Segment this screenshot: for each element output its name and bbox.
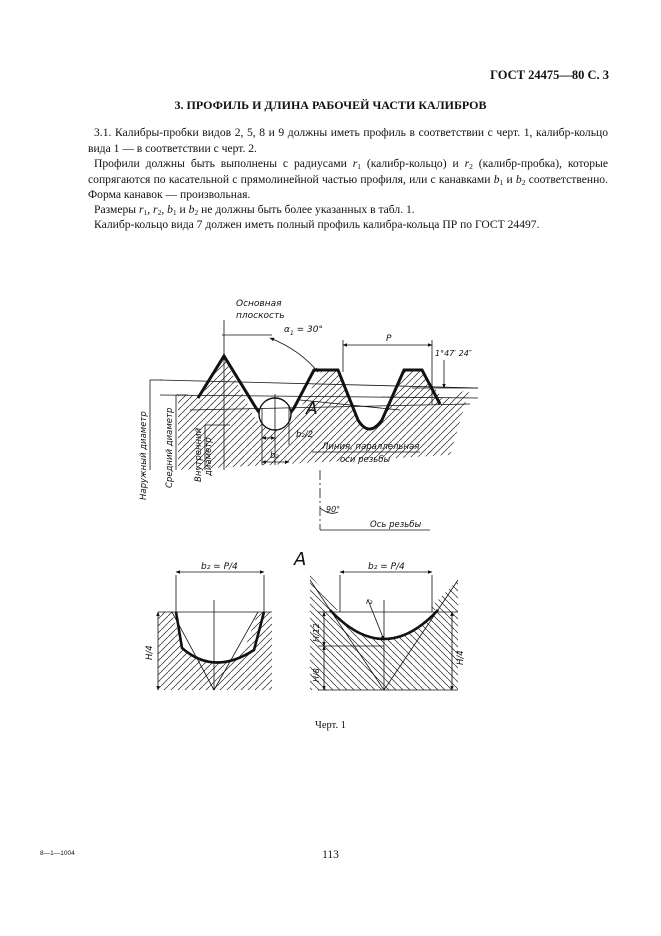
paragraph-ring-gauge: Калибр-кольцо вида 7 должен иметь полный профиль калибра-кольца ПР по ГОСТ 24497. — [94, 218, 540, 231]
detail-a-left — [145, 562, 272, 690]
figure-caption: Черт. 1 — [315, 720, 346, 731]
b2-eq-right-label: b₂ = P/4 — [368, 562, 405, 572]
parallel-line-label-1: Линия, параллельная — [322, 442, 420, 452]
right-angle-label: 90° — [326, 505, 341, 514]
paragraph-profiles: Профили должны быть выполнены с радиусами $r_1$ (калибр-кольцо) и $r_2$ (калибр-пробка), которые сопрягаются по касательной с прямолинейной частью профиля, или с канавками $b_1$ и $b_2$ соответственно. Форма канавок — произвольная. — [88, 157, 608, 201]
paragraph-sizes: Размеры $r_1$, $r_2$, $b_1$ и $b_2$ не должны быть более указанных в табл. 1. — [94, 203, 415, 217]
h8-label: H/8 — [312, 668, 321, 682]
b2-eq-left-label: b₂ = P/4 — [201, 562, 238, 572]
alpha-angle-label: $\alpha_1 = 30^\circ$ — [284, 325, 323, 337]
print-code: 8—1—1004 — [40, 850, 75, 857]
section-title: 3. ПРОФИЛЬ И ДЛИНА РАБОЧЕЙ ЧАСТИ КАЛИБРОВ — [174, 98, 487, 112]
h4-left-label: H/4 — [145, 645, 155, 660]
detail-a-right — [310, 562, 466, 690]
paragraph-3-1: 3.1. Калибры-пробки видов 2, 5, 8 и 9 должны иметь профиль в соответствии с черт. 1, калибр-кольцо вида 1 — в соответствии с черт. 2. — [88, 126, 608, 155]
page-number: 113 — [322, 849, 339, 861]
inner-diameter-label-2: диаметр — [204, 437, 214, 476]
document-header: ГОСТ 24475—80 С. 3 — [490, 68, 609, 82]
mean-diameter-label: Средний диаметр — [165, 407, 175, 488]
parallel-line-label-2: оси резьбы — [340, 455, 391, 465]
taper-angle-label: 1°47′ 24″ — [435, 349, 472, 358]
b2-label: b₂ — [270, 451, 279, 461]
h12-label: H/12 — [312, 623, 321, 642]
outer-diameter-label: Наружный диаметр — [139, 411, 149, 500]
h4-right-label: H/4 — [456, 650, 466, 665]
detail-a-marker: A — [306, 399, 318, 419]
pitch-label: P — [386, 334, 392, 344]
base-plane-label-2: плоскость — [236, 311, 285, 321]
r2-label: r₂ — [366, 597, 373, 606]
base-plane-label-1: Основная — [236, 299, 282, 309]
b2-half-label: b₂/2 — [296, 430, 314, 440]
detail-a-title: A — [294, 549, 307, 570]
inner-diameter-label-1: Внутренний — [194, 427, 204, 482]
thread-axis-label: Ось резьбы — [370, 520, 422, 530]
